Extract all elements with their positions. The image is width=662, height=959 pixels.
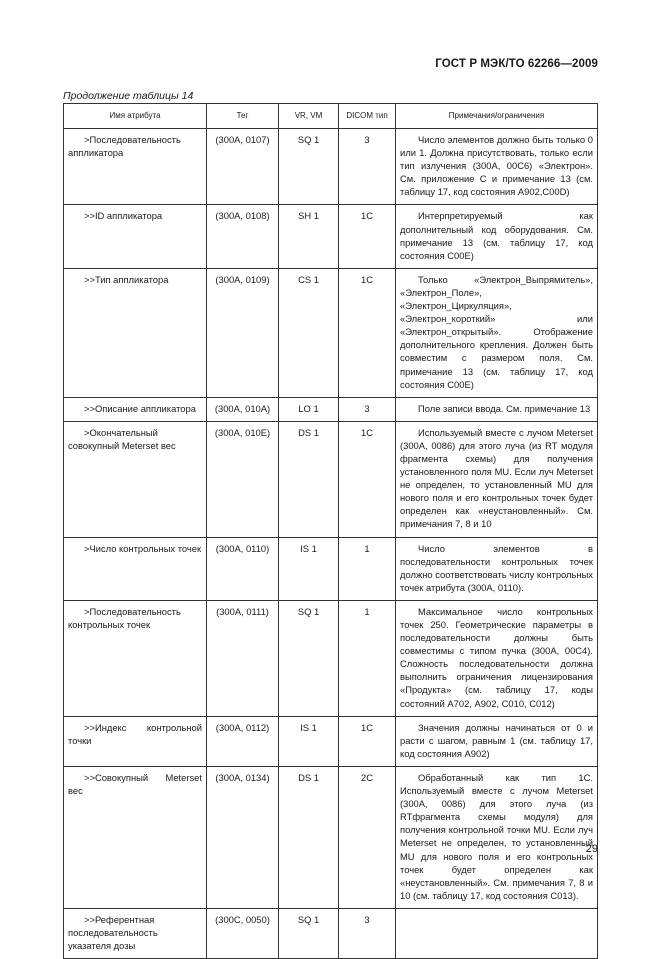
notes-cell: Значения должны начинаться от 0 и расти с шагом, равным 1 (см. таблицу 17, код состояния А902) [396, 716, 598, 766]
page-number: 29 [585, 843, 598, 855]
column-header-notes: Примечания/ограничения [396, 104, 598, 129]
table-row [64, 205, 598, 268]
notes-cell: Обработанный как тип 1С. Используемый вместе с лучом Meterset (300A, 0086) для этого луча (из RTфрагмента схемы модуля) для получения контрольной точки MU. Если луч Meterset не определен, то установленный MU для нового поля и его контрольных точек будет определен как «неустановленный». См. примечания 7, 8 и 10 (см. таблицу 17, код состояния С013). [396, 766, 598, 908]
tag-cell: (300A, 0112) [207, 716, 279, 766]
dicom-type-cell: 1 [339, 537, 396, 600]
dicom-type-cell: 1C [339, 268, 396, 397]
vr-vm-cell: SQ 1 [279, 129, 339, 205]
table-header-row [64, 104, 598, 129]
notes-cell [396, 908, 598, 958]
attribute-name-cell: >>Совокупный Meterset вес [64, 766, 207, 908]
notes-cell: Только «Электрон_Выпрямитель», «Электрон_Поле», «Электрон_Циркуляция», «Электрон_короткий» или «Электрон_открытый». Отображение дополнительного крепления. Должен быть совместим с размером поля. См. примечание 13 (см. таблицу 17, код состояния С00Е) [396, 268, 598, 397]
table-row [64, 268, 598, 397]
table-row [64, 129, 598, 205]
attribute-name-cell: >>Референтная последовательность указателя дозы [64, 908, 207, 958]
attribute-name-cell: >Число контрольных точек [64, 537, 207, 600]
vr-vm-cell: LO 1 [279, 397, 339, 421]
column-header-tag: Тег [207, 104, 279, 129]
table-row [64, 600, 598, 716]
dicom-type-cell: 1C [339, 205, 396, 268]
tag-cell: (300A, 0107) [207, 129, 279, 205]
standard-designation: ГОСТ Р МЭК/ТО 62266—2009 [435, 58, 598, 70]
table-row [64, 397, 598, 421]
dicom-type-cell: 2C [339, 766, 396, 908]
tag-cell: (300A, 010E) [207, 421, 279, 537]
tag-cell: (300A, 010A) [207, 397, 279, 421]
tag-cell: (300A, 0109) [207, 268, 279, 397]
tag-cell: (300A, 0108) [207, 205, 279, 268]
dicom-type-cell: 3 [339, 397, 396, 421]
notes-cell: Используемый вместе с лучом Meterset (300A, 0086) для этого луча (из RT модуля фрагмента схемы) для получения установленного поля MU. Если луч Meterset не определен, то установленный MU для нового поля и его контрольных точек будет определен как «неустановленный». См. примечания 7, 8 и 10 [396, 421, 598, 537]
dicom-type-cell: 3 [339, 129, 396, 205]
table-row [64, 716, 598, 766]
vr-vm-cell: SH 1 [279, 205, 339, 268]
column-header-vr: VR, VM [279, 104, 339, 129]
dicom-type-cell: 1C [339, 716, 396, 766]
vr-vm-cell: SQ 1 [279, 908, 339, 958]
dicom-type-cell: 1C [339, 421, 396, 537]
table-row [64, 421, 598, 537]
attribute-name-cell: >Последовательность аппликатора [64, 129, 207, 205]
attribute-name-cell: >>Тип аппликатора [64, 268, 207, 397]
vr-vm-cell: CS 1 [279, 268, 339, 397]
column-header-name: Имя атрибута [64, 104, 207, 129]
tag-cell: (300C, 0050) [207, 908, 279, 958]
attribute-name-cell: >Окончательный совокупный Meterset вес [64, 421, 207, 537]
tag-cell: (300A, 0111) [207, 600, 279, 716]
notes-cell: Число элементов должно быть только 0 или 1. Должна присутствовать, только если тип излучения (300A, 00C6) «Электрон». См. приложение С и примечание 13 (см. таблицу 17, код состояния А902,С00D) [396, 129, 598, 205]
table-caption: Продолжение таблицы 14 [63, 90, 194, 102]
vr-vm-cell: IS 1 [279, 716, 339, 766]
attribute-name-cell: >>Описание аппликатора [64, 397, 207, 421]
dicom-type-cell: 1 [339, 600, 396, 716]
attribute-name-cell: >>ID аппликатора [64, 205, 207, 268]
table-row [64, 908, 598, 958]
dicom-type-cell: 3 [339, 908, 396, 958]
notes-cell: Интерпретируемый как дополнительный код оборудования. См. примечание 13 (см. таблицу 17, код состояния С00Е) [396, 205, 598, 268]
column-header-type: DICOM тип [339, 104, 396, 129]
attribute-name-cell: >>Индекс контрольной точки [64, 716, 207, 766]
notes-cell: Максимальное число контрольных точек 250. Геометрические параметры в последовательности должны быть совместимы с типом пучка (300A, 00C4). Сложность последовательности должна выполнить ограничения лицензирования «Продукта» (см. таблицу 17, коды состояний А702, А902, С010, С012) [396, 600, 598, 716]
table-row [64, 537, 598, 600]
tag-cell: (300A, 0110) [207, 537, 279, 600]
vr-vm-cell: IS 1 [279, 537, 339, 600]
vr-vm-cell: DS 1 [279, 421, 339, 537]
tag-cell: (300A, 0134) [207, 766, 279, 908]
table-row [64, 766, 598, 908]
vr-vm-cell: DS 1 [279, 766, 339, 908]
vr-vm-cell: SQ 1 [279, 600, 339, 716]
notes-cell: Число элементов в последовательности контрольных точек должно соответствовать числу контрольных точек атрибута (300A, 0110). [396, 537, 598, 600]
attributes-table [63, 103, 598, 959]
attribute-name-cell: >Последовательность контрольных точек [64, 600, 207, 716]
notes-cell: Поле записи ввода. См. примечание 13 [396, 397, 598, 421]
